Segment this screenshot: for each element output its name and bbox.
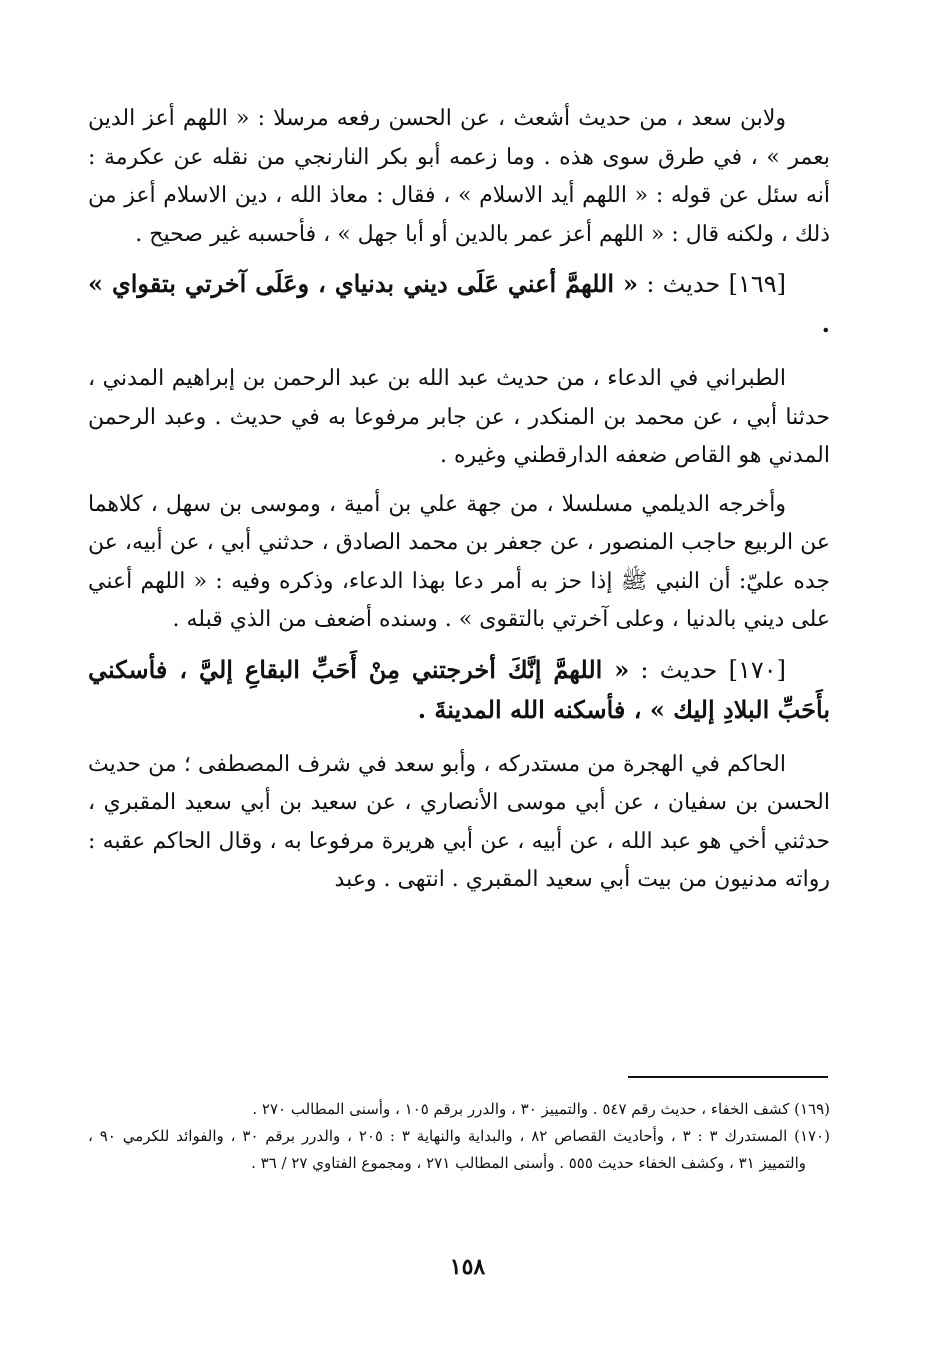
paragraph-ibn-saad: ولابن سعد ، من حديث أشعث ، عن الحسن رفعه مرسلا : « اللهم أعز الدين بعمر » ، في طرق سوى هذه . وما زعمه أبو بكر النارنجي من نقله عن عكرمة : أنه سئل عن قوله : « اللهم أيد الاسلام » ، فقال : معاذ الله ، دين الاسلام أعز من ذلك ، ولكنه قال : « اللهم أعز عمر بالدين أو أبا جهل » ، فأحسبه غير صحيح .	[88, 106, 830, 247]
hadith-169-text: « اللهمَّ أعني عَلَى ديني بدنياي ، وعَلَى آخرتي بتقواي » .	[88, 269, 830, 338]
page-body	[88, 100, 830, 910]
footnote-169: (١٦٩) كشف الخفاء ، حديث رقم ٥٤٧ . والتمييز ٣٠ ، والدرر برقم ١٠٥ ، وأسنى المطالب ٢٧٠ .	[252, 1100, 830, 1118]
footnote-divider	[628, 1076, 828, 1078]
paragraph-daylami: وأخرجه الديلمي مسلسلا ، من جهة علي بن أمية ، وموسى بن سهل ، كلاهما عن الربيع حاجب المنصور ، عن جعفر بن محمد الصادق ، حدثني أبي ، عن أبيه، عن جده عليّ: أن النبي ﷺ إذا حز به أمر دعا بهذا الدعاء، وذكره وفيه : « اللهم أعني على ديني بالدنيا ، وعلى آخرتي بالتقوى » . وسنده أضعف من الذي قبله .	[88, 491, 830, 632]
footnote-170: (١٧٠) المستدرك ٣ : ٣ ، وأحاديث القصاص ٨٢ ، والبداية والنهاية ٣ : ٢٠٥ ، والدرر برقم ٣٠ ، والفوائد للكرمي ٩٠ ، والتمييز ٣١ ، وكشف الخفاء حديث ٥٥٥ . وأسنى المطالب ٢٧١ ، ومجموع الفتاوي ٢٧ / ٣٦ .	[88, 1127, 831, 1172]
hadith-170-text: « اللهمَّ إنَّكَ أخرجتني مِنْ أَحَبِّ البقاعِ إليَّ ، فأسكني بأَحَبِّ البلادِ إليك » ، فأسكنه الله المدينةَ .	[88, 654, 830, 724]
hadith-169	[88, 264, 830, 344]
hadith-170-number: [١٧٠] حديث :	[640, 655, 786, 684]
page-number: ١٥٨	[449, 1254, 486, 1280]
hadith-169-number: [١٦٩] حديث :	[646, 270, 786, 298]
footnotes	[88, 1096, 830, 1177]
hadith-170	[88, 650, 830, 730]
paragraph-hakim: الحاكم في الهجرة من مستدركه ، وأبو سعد في شرف المصطفى ؛ من حديث الحسن بن سفيان ، عن أبي موسى الأنصاري ، عن سعيد بن أبي سعيد المقبري ، حدثني أخي هو عبد الله ، عن أبيه ، عن أبي هريرة مرفوعا به ، وقال الحاكم عقبه : رواته مدنيون من بيت أبي سعيد المقبري . انتهى . وعبد	[88, 751, 830, 892]
paragraph-tabarani: الطبراني في الدعاء ، من حديث عبد الله بن عبد الرحمن بن إبراهيم المدني ، حدثنا أبي ، عن محمد بن المنكدر ، عن جابر مرفوعا به في حديث . وعبد الرحمن المدني هو القاص ضعفه الدارقطني وغيره .	[88, 366, 830, 468]
